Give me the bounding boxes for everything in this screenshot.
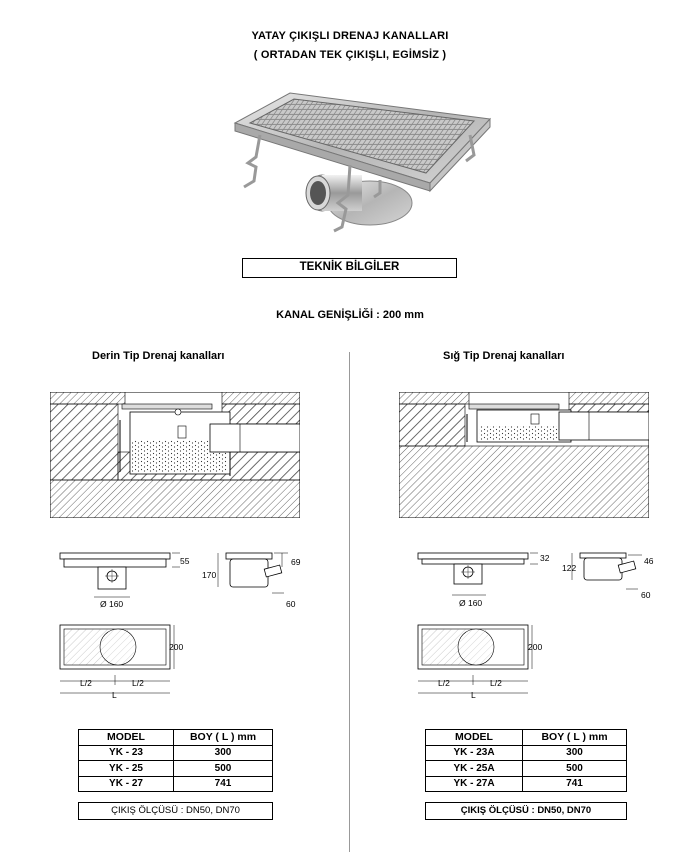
column-divider [349, 352, 350, 852]
deep-type-title: Derin Tip Drenaj kanalları [92, 350, 225, 362]
table-header: MODEL [79, 730, 174, 746]
deep-flange-dim: 55 [180, 556, 190, 566]
deep-dimension-drawing [50, 545, 320, 695]
shallow-type-title: Sığ Tip Drenaj kanalları [443, 350, 565, 362]
shallow-outlet-top-dim: 46 [644, 556, 654, 566]
table-cell: 500 [523, 761, 627, 777]
deep-cross-section-diagram [50, 392, 300, 518]
shallow-half-right-dim: L/2 [490, 678, 502, 688]
deep-half-right-dim: L/2 [132, 678, 144, 688]
table-cell: 741 [174, 776, 273, 792]
shallow-outlet-side-dim: 60 [641, 590, 651, 600]
table-cell: 300 [523, 745, 627, 761]
shallow-diameter-dim: Ø 160 [459, 598, 483, 608]
table-header: BOY ( L ) mm [174, 730, 273, 746]
shallow-length-dim: L [471, 690, 476, 700]
shallow-half-left-dim: L/2 [438, 678, 450, 688]
table-row [79, 761, 273, 777]
deep-model-table [78, 729, 273, 792]
table-cell: 741 [523, 776, 627, 792]
shallow-outlet-size: ÇIKIŞ ÖLÇÜSÜ : DN50, DN70 [425, 802, 627, 820]
table-header: MODEL [426, 730, 523, 746]
table-cell: YK - 25 [79, 761, 174, 777]
deep-depth-dim: 170 [202, 570, 217, 580]
shallow-flange-dim: 32 [540, 553, 550, 563]
table-cell: YK - 27 [79, 776, 174, 792]
table-cell: YK - 23 [79, 745, 174, 761]
table-cell: YK - 27A [426, 776, 523, 792]
deep-half-left-dim: L/2 [80, 678, 92, 688]
deep-length-dim: L [112, 690, 117, 700]
shallow-cross-section-diagram [399, 392, 649, 518]
table-row [426, 745, 627, 761]
channel-width-label: KANAL GENİŞLİĞİ : 200 mm [276, 309, 424, 321]
deep-outlet-size: ÇIKIŞ ÖLÇÜSÜ : DN50, DN70 [78, 802, 273, 820]
deep-width-dim: 200 [169, 642, 184, 652]
deep-outlet-side-dim: 60 [286, 599, 296, 609]
table-cell: 500 [174, 761, 273, 777]
table-header-row [426, 730, 627, 746]
table-row [79, 776, 273, 792]
deep-outlet-top-dim: 69 [291, 557, 301, 567]
deep-diameter-dim: Ø 160 [100, 599, 124, 609]
table-row [426, 776, 627, 792]
shallow-depth-dim: 122 [562, 563, 577, 573]
table-cell: 300 [174, 745, 273, 761]
table-row [426, 761, 627, 777]
table-row [79, 745, 273, 761]
page-title: YATAY ÇIKIŞLI DRENAJ KANALLARI [251, 30, 449, 42]
tech-info-heading: TEKNİK BİLGİLER [242, 258, 457, 278]
shallow-dimension-drawing [408, 545, 678, 695]
page-subtitle: ( ORTADAN TEK ÇIKIŞLI, EGİMSİZ ) [253, 49, 447, 61]
table-cell: YK - 23A [426, 745, 523, 761]
drain-channel-product-image [230, 85, 495, 235]
shallow-width-dim: 200 [528, 642, 543, 652]
table-header-row [79, 730, 273, 746]
shallow-model-table [425, 729, 627, 792]
table-cell: YK - 25A [426, 761, 523, 777]
table-header: BOY ( L ) mm [523, 730, 627, 746]
